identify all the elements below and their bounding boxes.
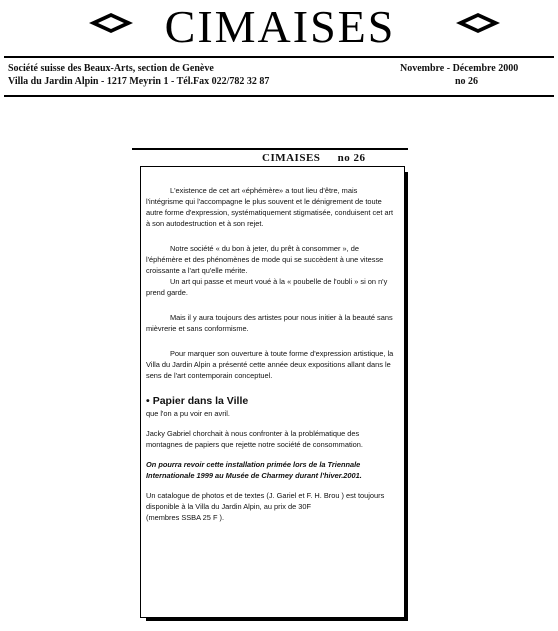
organisation-block — [8, 62, 269, 88]
paragraph-2: Notre société « du bon à jeter, du prêt à consommer », de l'éphémère et des phénomènes de mode qui se succèdent à une vitesse croissante a l'art qu'elle mérite. — [146, 244, 384, 275]
organisation-address: Villa du Jardin Alpin - 1217 Meyrin 1 - Tél.Fax 022/782 32 87 — [8, 76, 270, 87]
article-frame-shadow-bottom — [146, 618, 408, 621]
article-body — [146, 185, 396, 532]
masthead — [0, 0, 558, 56]
paragraph-6: Jacky Gabriel chorchait à nous confronter à la problématique des montagnes de papiers que rejette notre société de consommation. — [146, 429, 363, 449]
diamond-ornament-left-icon — [88, 12, 134, 34]
issue-block — [400, 62, 550, 88]
article-frame-shadow-right — [405, 172, 408, 621]
organisation-name: Société suisse des Beaux-Arts, section de Genève — [8, 63, 214, 74]
section-subtitle: que l'on a pu voir en avril. — [146, 409, 230, 418]
issue-date: Novembre - Décembre 2000 — [400, 63, 519, 74]
bullet-icon: • — [146, 395, 150, 407]
paragraph-5: Pour marquer son ouverture à toute forme d'expression artistique, la Villa du Jardin Alpin a présenté cette année deux expositions allant dans le sens de l'art contemporain conceptuel. — [146, 349, 394, 380]
masthead-title: CIMAISES — [164, 1, 396, 52]
section-title-text: Papier dans la Ville — [152, 395, 249, 407]
inner-header — [262, 152, 366, 164]
inner-header-rule — [132, 148, 408, 150]
inner-header-title: CIMAISES — [262, 152, 321, 164]
diamond-ornament-right-icon — [455, 12, 501, 34]
paragraph-8: Un catalogue de photos et de textes (J. Gariel et F. H. Brou ) est toujours disponible à la Villa du Jardin Alpin, au prix de 30F — [146, 491, 385, 511]
header-rule-bottom — [4, 95, 554, 97]
paragraph-1: L'existence de cet art «éphémère» a tout lieu d'être, mais l'intégrisme qui l'accompagne le plus souvent et le dénigrement de toute autre forme d'expression, systématiquement stigmatisée, conduisent cet art à son autodestruction et à son rejet. — [146, 186, 394, 228]
issue-number: no 26 — [455, 76, 479, 87]
paragraph-9: (membres SSBA 25 F ). — [146, 513, 225, 522]
paragraph-3: Un art qui passe et meurt voué à la « poubelle de l'oubli » si on n'y prend garde. — [146, 277, 388, 297]
paragraph-4: Mais il y aura toujours des artistes pour nous initier à la beauté sans mièvrerie et sans conformisme. — [146, 313, 393, 333]
section-title — [146, 395, 396, 408]
paragraph-7: On pourra revoir cette installation primée lors de la Triennale Internationale 1999 au Musée de Charmey durant l'hiver.2001. — [146, 460, 362, 480]
header-rule-top — [4, 56, 554, 58]
inner-header-issue: no 26 — [337, 152, 366, 164]
